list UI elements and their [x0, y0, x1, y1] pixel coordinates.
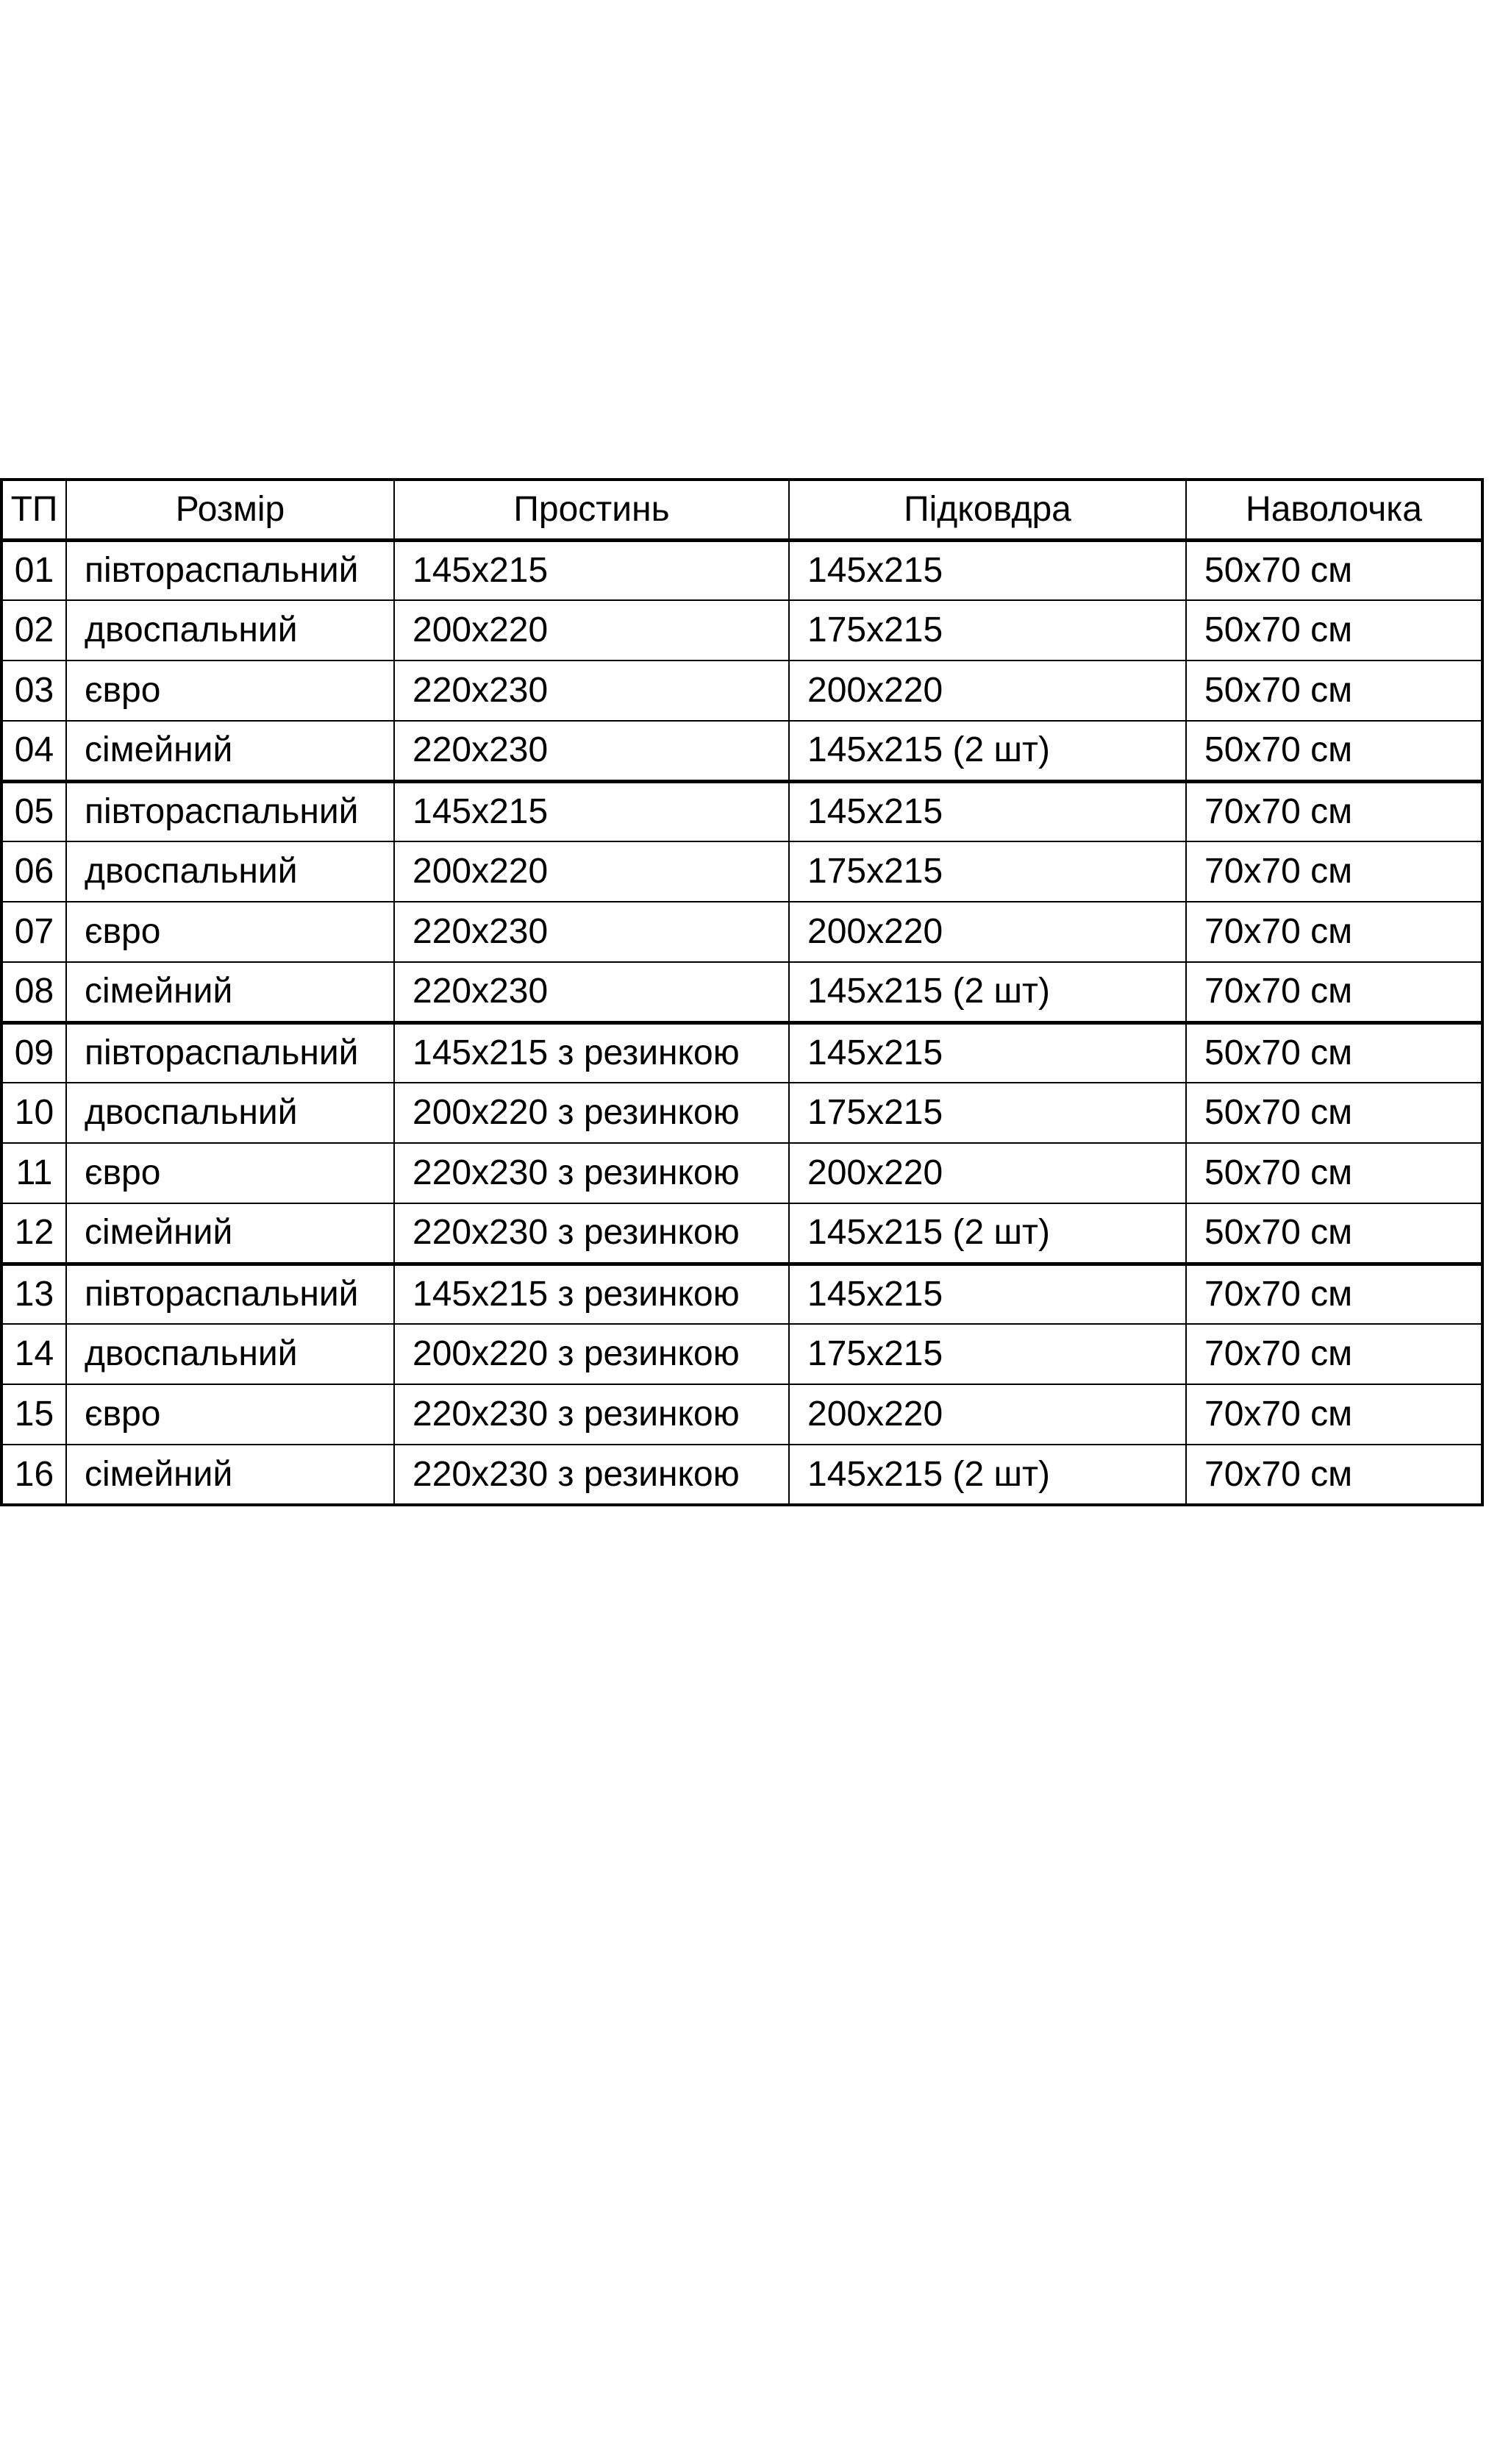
cell-tp: 03 [1, 660, 66, 721]
cell-size: півтораспальний [66, 781, 394, 841]
cell-duvet: 175х215 [789, 1324, 1186, 1384]
table-row [1, 721, 1482, 781]
cell-tp: 12 [1, 1203, 66, 1264]
cell-tp: 11 [1, 1143, 66, 1203]
cell-sheet: 220х230 з резинкою [394, 1445, 789, 1505]
cell-duvet: 175х215 [789, 841, 1186, 902]
cell-tp: 15 [1, 1384, 66, 1445]
bedding-size-table [0, 478, 1484, 1506]
cell-size: сімейний [66, 962, 394, 1022]
cell-sheet: 220х230 [394, 962, 789, 1022]
cell-pillowcase: 70х70 см [1186, 1324, 1482, 1384]
cell-tp: 14 [1, 1324, 66, 1384]
table-row [1, 841, 1482, 902]
cell-duvet: 145х215 [789, 1022, 1186, 1083]
table-row [1, 1324, 1482, 1384]
col-header-duvet: Підковдра [789, 480, 1186, 540]
cell-size: євро [66, 902, 394, 962]
table-row [1, 1022, 1482, 1083]
cell-duvet: 175х215 [789, 1083, 1186, 1143]
cell-pillowcase: 50х70 см [1186, 1083, 1482, 1143]
table-row [1, 660, 1482, 721]
cell-duvet: 145х215 [789, 1264, 1186, 1324]
cell-pillowcase: 50х70 см [1186, 600, 1482, 660]
cell-sheet: 145х215 [394, 540, 789, 600]
cell-duvet: 145х215 (2 шт) [789, 962, 1186, 1022]
cell-pillowcase: 50х70 см [1186, 1143, 1482, 1203]
table-header-row [1, 480, 1482, 540]
cell-pillowcase: 50х70 см [1186, 540, 1482, 600]
table-row [1, 781, 1482, 841]
table-row [1, 1384, 1482, 1445]
cell-duvet: 200х220 [789, 902, 1186, 962]
cell-sheet: 220х230 з резинкою [394, 1384, 789, 1445]
cell-size: сімейний [66, 721, 394, 781]
cell-sheet: 220х230 [394, 660, 789, 721]
cell-size: сімейний [66, 1445, 394, 1505]
table-row [1, 1264, 1482, 1324]
cell-tp: 09 [1, 1022, 66, 1083]
cell-pillowcase: 50х70 см [1186, 721, 1482, 781]
cell-sheet: 220х230 [394, 902, 789, 962]
cell-size: євро [66, 1143, 394, 1203]
cell-size: півтораспальний [66, 1022, 394, 1083]
cell-sheet: 220х230 з резинкою [394, 1143, 789, 1203]
table-body [1, 540, 1482, 1505]
col-header-sheet: Простинь [394, 480, 789, 540]
cell-sheet: 200х220 [394, 600, 789, 660]
cell-tp: 08 [1, 962, 66, 1022]
cell-duvet: 145х215 (2 шт) [789, 721, 1186, 781]
cell-pillowcase: 70х70 см [1186, 1384, 1482, 1445]
cell-sheet: 200х220 з резинкою [394, 1083, 789, 1143]
cell-size: євро [66, 1384, 394, 1445]
table-row [1, 1083, 1482, 1143]
cell-size: двоспальний [66, 841, 394, 902]
cell-size: двоспальний [66, 1083, 394, 1143]
cell-pillowcase: 70х70 см [1186, 1445, 1482, 1505]
cell-sheet: 200х220 з резинкою [394, 1324, 789, 1384]
cell-duvet: 200х220 [789, 1143, 1186, 1203]
col-header-size: Розмір [66, 480, 394, 540]
cell-size: півтораспальний [66, 540, 394, 600]
cell-duvet: 145х215 (2 шт) [789, 1445, 1186, 1505]
col-header-pillowcase: Наволочка [1186, 480, 1482, 540]
cell-sheet: 145х215 [394, 781, 789, 841]
cell-sheet: 200х220 [394, 841, 789, 902]
cell-tp: 06 [1, 841, 66, 902]
table-row [1, 902, 1482, 962]
cell-tp: 13 [1, 1264, 66, 1324]
cell-size: євро [66, 660, 394, 721]
cell-sheet: 145х215 з резинкою [394, 1022, 789, 1083]
cell-duvet: 175х215 [789, 600, 1186, 660]
cell-pillowcase: 50х70 см [1186, 1022, 1482, 1083]
cell-size: сімейний [66, 1203, 394, 1264]
col-header-tp: ТП [1, 480, 66, 540]
cell-duvet: 145х215 [789, 781, 1186, 841]
cell-duvet: 145х215 [789, 540, 1186, 600]
cell-tp: 07 [1, 902, 66, 962]
cell-duvet: 200х220 [789, 1384, 1186, 1445]
cell-pillowcase: 70х70 см [1186, 781, 1482, 841]
table-row [1, 1143, 1482, 1203]
cell-tp: 04 [1, 721, 66, 781]
cell-pillowcase: 50х70 см [1186, 1203, 1482, 1264]
cell-size: двоспальний [66, 600, 394, 660]
table-row [1, 600, 1482, 660]
cell-tp: 02 [1, 600, 66, 660]
cell-duvet: 200х220 [789, 660, 1186, 721]
cell-tp: 16 [1, 1445, 66, 1505]
cell-sheet: 220х230 з резинкою [394, 1203, 789, 1264]
table-row [1, 1445, 1482, 1505]
cell-tp: 01 [1, 540, 66, 600]
table-row [1, 962, 1482, 1022]
cell-sheet: 145х215 з резинкою [394, 1264, 789, 1324]
cell-pillowcase: 50х70 см [1186, 660, 1482, 721]
cell-size: двоспальний [66, 1324, 394, 1384]
cell-pillowcase: 70х70 см [1186, 841, 1482, 902]
cell-pillowcase: 70х70 см [1186, 902, 1482, 962]
cell-duvet: 145х215 (2 шт) [789, 1203, 1186, 1264]
table-row [1, 540, 1482, 600]
table-row [1, 1203, 1482, 1264]
cell-tp: 10 [1, 1083, 66, 1143]
cell-pillowcase: 70х70 см [1186, 962, 1482, 1022]
cell-pillowcase: 70х70 см [1186, 1264, 1482, 1324]
cell-sheet: 220х230 [394, 721, 789, 781]
cell-size: півтораспальний [66, 1264, 394, 1324]
cell-tp: 05 [1, 781, 66, 841]
